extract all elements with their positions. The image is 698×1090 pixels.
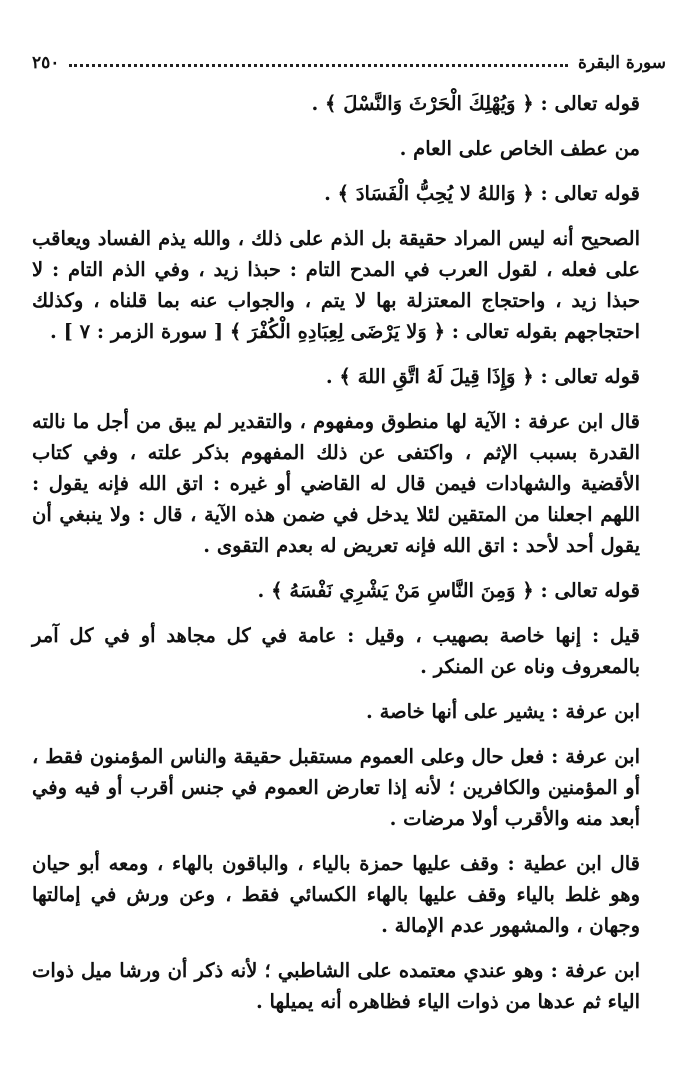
commentary-paragraph: ابن عرفة : وهو عندي معتمده على الشاطبي ؛ لأنه ذكر أن ورشا ميل ذوات الياء ثم عدها من ذوات الياء فظاهره أنه يميلها . — [32, 959, 640, 1013]
verse-heading: قوله تعالى : ﴿ وَيُهْلِكَ الْحَرْثَ وَالنَّسْلَ ﴾ . — [311, 92, 640, 115]
commentary-paragraph: الصحيح أنه ليس المراد حقيقة بل الذم على ذلك ، والله يذم الفساد ويعاقب على فعله ، لقول العرب في المدح التام : حبذا زيد ، وفي الذم التام : لا حبذا زيد ، واحتجاج المعتزلة بها لا يتم ، والجواب عنه بما قلناه ، وكذلك احتجاجهم بقوله تعالى : ﴿ وَلا يَرْضَى لِعِبَادِهِ الْكُفْرَ ﴾ [ سورة الزمر : ٧ ] . — [32, 227, 640, 343]
commentary-paragraph: قيل : إنها خاصة بصهيب ، وقيل : عامة في كل مجاهد أو في كل آمر بالمعروف وناه عن المنكر . — [32, 624, 640, 678]
verse-heading: قوله تعالى : ﴿ وَاللهُ لا يُحِبُّ الْفَسَادَ ﴾ . — [324, 182, 640, 205]
commentary-paragraph: قال ابن عطية : وقف عليها حمزة بالياء ، والباقون بالهاء ، ومعه أبو حيان وهو غلط بالياء وقف عليها بالهاء الكسائي فقط ، وعن ورش في إمالتها وجهان ، والمشهور عدم الإمالة . — [32, 852, 640, 937]
header-dotted-rule — [69, 64, 568, 67]
surah-title: سورة البقرة — [578, 53, 666, 73]
verse-heading: قوله تعالى : ﴿ وَإِذَا قِيلَ لَهُ اتَّقِ اللهَ ﴾ . — [325, 365, 640, 388]
commentary-paragraph: قال ابن عرفة : الآية لها منطوق ومفهوم ، والتقدير لم يبق من أجل ما نالته القدرة بسبب الإثم ، واكتفى عن ذلك المفهوم بذكر علته ، وفي كتاب الأقضية والشهادات فيمن قال له القاضي أو غيره : اتق الله فإنه يقول : اللهم اجعلنا من المتقين لئلا يدخل في ضمن هذه الآية ، قال : ولا ينبغي أن يقول أحد لأحد : اتق الله فإنه تعريض له بعدم التقوى . — [32, 410, 640, 557]
commentary-paragraph: ابن عرفة : يشير على أنها خاصة . — [366, 700, 640, 723]
verse-heading: قوله تعالى : ﴿ وَمِنَ النَّاسِ مَنْ يَشْرِي نَفْسَهُ ﴾ . — [257, 579, 640, 602]
page-body — [32, 88, 640, 1031]
commentary-paragraph: من عطف الخاص على العام . — [399, 137, 640, 160]
page-number: ٢٥٠ — [32, 53, 60, 73]
commentary-paragraph: ابن عرفة : فعل حال وعلى العموم مستقبل حقيقة والناس المؤمنون فقط ، أو المؤمنين والكافرين ؛ لأنه إذا تعارض العموم في جنس أقرب أو فيه وفي أبعد منه والأقرب أولا مرضات . — [32, 745, 640, 830]
page-header — [32, 52, 666, 74]
